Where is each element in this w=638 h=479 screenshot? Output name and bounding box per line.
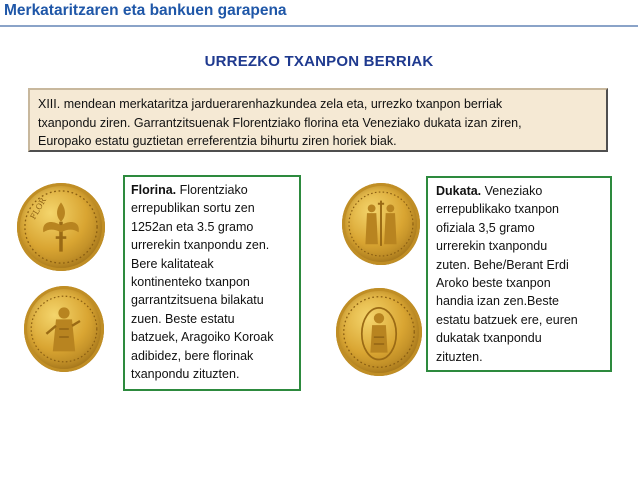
florina-heading-line — [131, 181, 293, 199]
florin-obverse-coin-image — [17, 183, 105, 271]
slide-title: URREZKO TXANPON BERRIAK — [204, 53, 434, 70]
florina-line: batzuek, Aragoiko Koroak — [131, 330, 274, 345]
dukata-line: ofiziala 3,5 gramo — [436, 220, 535, 235]
florina-description-box — [123, 175, 301, 391]
florina-line: 1252an eta 3.5 gramo — [131, 219, 254, 234]
florina-line: adibidez, bere florinak — [131, 348, 254, 363]
florina-line: txanpondu zituzten. — [131, 367, 240, 382]
header-divider — [0, 25, 638, 27]
dukata-line: urrerekin txanpondu — [436, 239, 548, 254]
dukata-line: estatu batzuek ere, euren — [436, 312, 578, 327]
florin-reverse-coin-image — [24, 286, 104, 372]
intro-line: Europako estatu guztietan erreferentzia bihurtu ziren horiek biak. — [38, 134, 397, 148]
florina-line: errepublikan sortu zen — [131, 201, 255, 216]
dukata-heading-line — [436, 182, 602, 200]
dukata-line: dukatak txanpondu — [436, 331, 542, 346]
intro-line: XIII. mendean merkataritza jarduerarenhazkundea zela eta, urrezko txanpon berriak — [38, 97, 503, 111]
dukata-line: Aroko beste txanpon — [436, 276, 551, 291]
dukata-line: zuten. Behe/Berant Erdi — [436, 257, 569, 272]
florina-line: kontinenteko txanpon — [131, 275, 250, 290]
svg-text:FLOR: FLOR — [28, 196, 48, 221]
florina-line: Bere kalitateak — [131, 256, 214, 271]
ducat-obverse-coin-image — [342, 183, 420, 265]
dukata-line: handia izan zen.Beste — [436, 294, 560, 309]
dukata-description-box — [426, 176, 612, 372]
dukata-line: errepublikako txanpon — [436, 202, 559, 217]
ducat-reverse-coin-image — [336, 288, 422, 376]
dukata-first-line-rest: Veneziako — [481, 184, 543, 198]
intro-line: txanpondu ziren. Garrantzitsuenak Florentziako florina eta Veneziako dukata izan ziren, — [38, 115, 522, 130]
florina-lead: Florina. — [131, 183, 177, 197]
florina-first-line-rest: Florentziako — [176, 183, 248, 197]
header-title: Merkataritzaren eta bankuen garapena — [4, 2, 287, 19]
intro-box — [28, 88, 608, 152]
florina-line: urrerekin txanpondu zen. — [131, 238, 270, 253]
florina-line: garrantzitsuena bilakatu — [131, 293, 264, 308]
dukata-lead: Dukata. — [436, 184, 482, 198]
dukata-line: zituzten. — [436, 349, 483, 364]
florina-line: zuen. Beste estatu — [131, 311, 235, 326]
